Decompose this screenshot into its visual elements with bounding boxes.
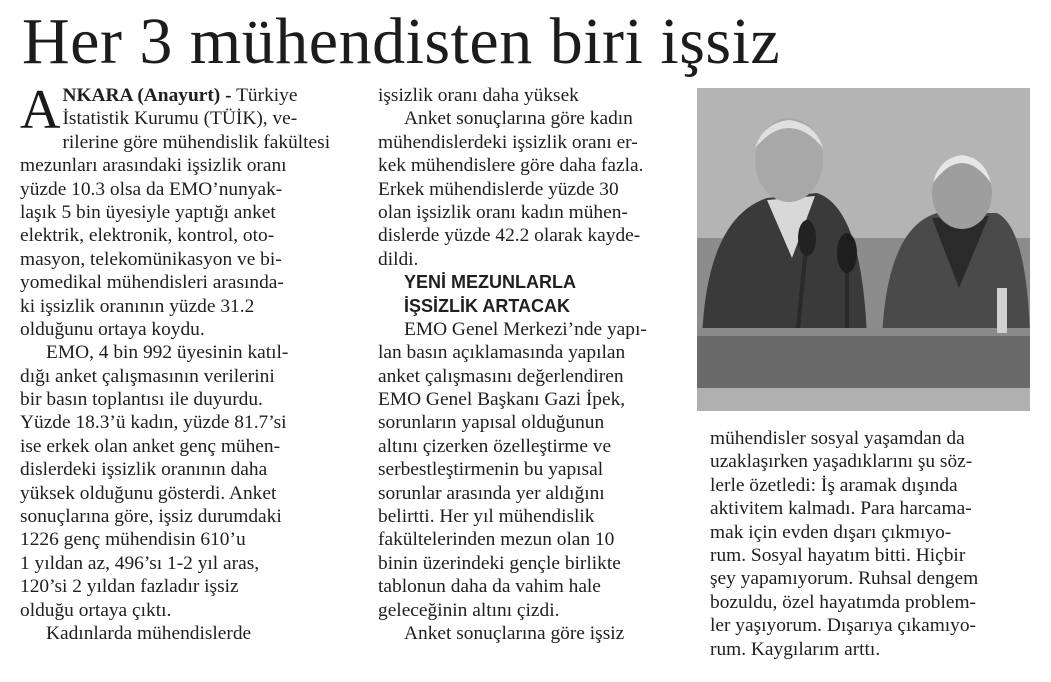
text-line: ler yaşıyorum. Dışarıya çıkamıyo- <box>710 615 977 637</box>
text-line <box>20 84 365 107</box>
text-line: binin üzerindeki gençle birlikte <box>378 552 621 574</box>
text-line: aktivitem kalmadı. Para harcama- <box>710 498 972 520</box>
text-line: lerle özetledi: İş aramak dışında <box>710 474 958 496</box>
text-fragment: Türkiye <box>231 85 298 106</box>
text-line: Anket sonuçlarına göre işsiz <box>404 622 625 644</box>
text-line: EMO Genel Başkanı Gazi İpek, <box>378 389 626 411</box>
text-line: mühendislerdeki işsizlik oranı er- <box>378 131 638 153</box>
text-line: altını çizerken özelleştirme ve <box>378 435 612 457</box>
text-line: dığı anket çalışmasının verilerini <box>20 365 275 387</box>
text-line: dislerde yüzde 42.2 olarak kayde- <box>378 225 641 247</box>
text-line: elektrik, elektronik, kontrol, oto- <box>20 225 275 247</box>
text-line: mühendisler sosyal yaşamdan da <box>710 428 965 449</box>
text-line: 1 yıldan az, 496’sı 1-2 yıl aras, <box>20 552 260 574</box>
text-line: Yüzde 18.3’ü kadın, yüzde 81.7’si <box>20 412 287 434</box>
text-line: olduğu ortaya çıktı. <box>20 599 172 621</box>
text-line: rilerine göre mühendislik fakültesi <box>62 131 331 153</box>
text-line: mezunları arasındaki işsizlik oranı <box>20 155 287 177</box>
text-line: olduğunu ortaya koydu. <box>20 318 205 340</box>
text-line: şey yapamıyorum. Ruhsal dengem <box>710 568 979 590</box>
drop-cap: A <box>20 79 61 141</box>
subheading: YENİ MEZUNLARLA <box>404 272 576 293</box>
text-line: dislerdeki işsizlik oranının daha <box>20 459 268 481</box>
text-line: sorunlar arasında yer aldığını <box>378 482 605 504</box>
text-line: mak için evden dışarı çıkmıyo- <box>710 521 952 543</box>
article-column-1 <box>20 79 365 645</box>
text-line: sorunların yapısal olduğunun <box>378 412 605 434</box>
text-line: Anket sonuçlarına göre kadın <box>404 108 633 130</box>
text-line: serbestleştirmenin bu yapısal <box>378 459 604 481</box>
text-line: bozuldu, özel hayatımda problem- <box>710 591 976 613</box>
headline: Her 3 mühendisten biri işsiz <box>22 5 781 78</box>
text-line: olan işsizlik oranı kadın mühen- <box>378 201 628 223</box>
text-line: tablonun daha da vahim hale <box>378 576 601 598</box>
text-line: geleceğinin altını çizdi. <box>378 599 560 621</box>
text-line: EMO Genel Merkezi’nde yapı- <box>404 318 647 340</box>
text-line: rum. Kaygılarım arttı. <box>710 638 881 660</box>
text-line: dildi. <box>378 248 419 270</box>
text-line: Kadınlarda mühendislerde <box>46 622 252 644</box>
text-line: yüksek olduğunu gösterdi. Anket <box>20 482 277 504</box>
text-line: ki işsizlik oranının yüzde 31.2 <box>20 295 255 317</box>
text-line: EMO, 4 bin 992 üyesinin katıl- <box>46 342 289 364</box>
text-line: 1226 genç mühendisin 610’u <box>20 529 246 551</box>
text-line: lan basın açıklamasında yapılan <box>378 342 626 364</box>
article-column-3 <box>710 427 1035 661</box>
text-line: laşık 5 bin üyesiyle yaptığı anket <box>20 201 276 223</box>
subheading: İŞSİZLİK ARTACAK <box>404 295 570 316</box>
text-line: kek mühendislere göre daha fazla. <box>378 155 644 177</box>
text-line: ise erkek olan anket genç mühen- <box>20 435 281 457</box>
text-line: yomedikal mühendisleri arasında- <box>20 272 284 294</box>
photo-illustration <box>697 88 1030 411</box>
text-line: yüzde 10.3 olsa da EMO’nunyak- <box>20 178 283 200</box>
text-line: işsizlik oranı daha yüksek <box>378 85 579 106</box>
text-line: Erkek mühendislerde yüzde 30 <box>378 178 619 200</box>
text-line: uzaklaşırken yaşadıklarını şu söz- <box>710 451 973 473</box>
text-line: masyon, telekomünikasyon ve bi- <box>20 248 282 270</box>
text-line: sonuçlarına göre, işsiz durumdaki <box>20 506 282 528</box>
text-line: 120’si 2 yıldan fazladır işsiz <box>20 576 239 598</box>
text-line: İstatistik Kurumu (TÜİK), ve- <box>62 108 298 130</box>
text-line: fakültelerinden mezun olan 10 <box>378 529 615 551</box>
press-conference-photo <box>697 88 1030 411</box>
text-line: bir basın toplantısı ile duyurdu. <box>20 389 263 411</box>
text-line: rum. Sosyal hayatım bitti. Hiçbir <box>710 544 966 566</box>
dateline: NKARA (Anayurt) - <box>62 85 232 106</box>
text-line: anket çalışmasını değerlendiren <box>378 365 624 387</box>
article-column-2 <box>378 84 678 645</box>
text-line: belirtti. Her yıl mühendislik <box>378 506 595 528</box>
